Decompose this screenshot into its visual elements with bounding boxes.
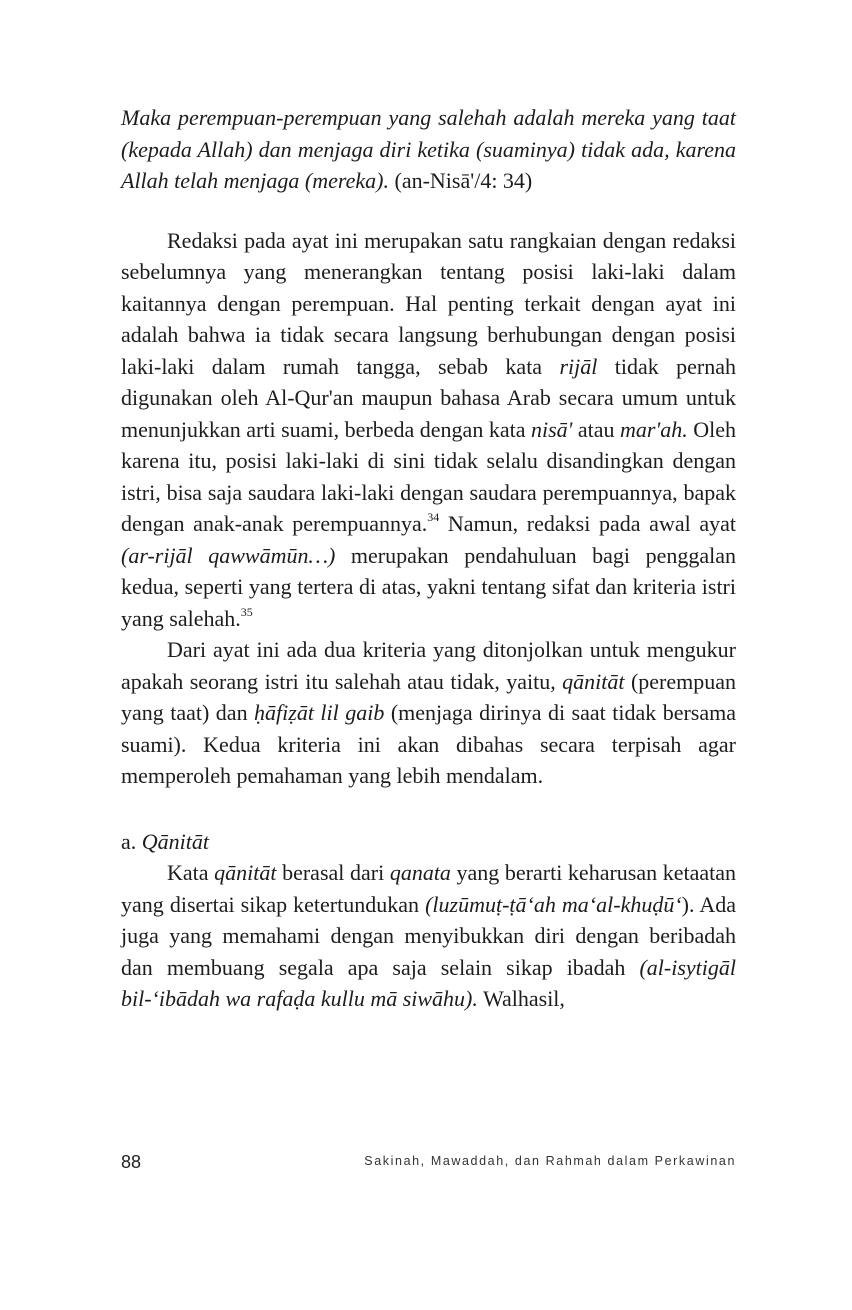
text-run: Redaksi pada ayat ini merupakan satu rangkaian dengan redaksi sebelumnya yang menerangkan tentang posisi laki-laki dalam kaitannya dengan perempuan. Hal penting terkait dengan ayat ini adalah bahwa ia tidak secara langsung berhubungan dengan posisi laki-laki dalam rumah tangga, sebab kata: [121, 227, 736, 379]
text-run: yang berarti keharusan ketaatan yang disertai sikap ketertundukan: [121, 860, 737, 917]
transliteration-term: mar'ah.: [620, 416, 688, 442]
text-run: (perempuan yang taat) dan: [121, 668, 737, 725]
page-content: [121, 102, 736, 1015]
text-run: (menjaga dirinya di saat tidak bersama suami). Kedua kriteria ini akan dibahas secara terpisah agar memperoleh pemahaman yang lebih mendalam.: [121, 700, 736, 788]
transliteration-term: qānitāt: [214, 860, 277, 885]
footnote-marker[interactable]: 35: [240, 604, 253, 619]
quote-translation-text: Maka perempuan-perempuan yang salehah adalah mereka yang taat (kepada Allah) dan menjaga diri ketika (suaminya) tidak ada, karena Allah telah menjaga (mereka).: [121, 105, 736, 193]
text-run: Walhasil,: [477, 986, 565, 1011]
footnote-marker[interactable]: 34: [427, 510, 440, 524]
text-run: Namun, redaksi pada awal ayat: [439, 511, 736, 536]
running-title: Sakinah, Mawaddah, dan Rahmah dalam Perkawinan: [364, 1154, 736, 1168]
text-run: atau: [572, 416, 621, 442]
body-paragraph-1: [121, 225, 736, 635]
page-number: 88: [121, 1152, 142, 1172]
section-heading-prefix: a.: [121, 828, 142, 854]
text-run: Oleh karena itu, posisi laki-laki di sini tidak selalu disandingkan dengan istri, bisa saja saudara laki-laki dengan saudara perempuannya, bapak dengan anak-anak perempuannya.: [121, 416, 736, 536]
transliteration-term: qanata: [389, 860, 451, 885]
text-run: Dari ayat ini ada dua kriteria yang ditonjolkan untuk mengukur apakah seorang istri itu salehah atau tidak, yaitu,: [121, 637, 736, 694]
quote-citation: (an-Nisā'/4: 34): [389, 168, 533, 193]
transliteration-term: rijāl: [559, 353, 598, 379]
transliteration-term: qānitāt: [562, 668, 625, 694]
text-run: ). Ada juga yang memahami dengan menyibukkan diri dengan beribadah dan membuang segala apa saja selain sikap ibadah: [121, 891, 736, 980]
transliteration-term: ḥāfiẓāt lil gaib: [254, 700, 385, 725]
text-run: Kata: [167, 860, 215, 885]
quran-translation-quote: [121, 102, 736, 197]
section-heading: [121, 826, 736, 858]
text-run: tidak pernah digunakan oleh Al-Qur'an maupun bahasa Arab secara umum untuk menunjukkan arti suami, berbeda dengan kata: [121, 353, 736, 442]
page-footer: [121, 1152, 736, 1176]
section-heading-title: Qānitāt: [141, 828, 209, 854]
text-run: merupakan pendahuluan bagi penggalan kedua, seperti yang tertera di atas, yakni tentang sifat dan kriteria istri yang salehah.: [121, 542, 737, 631]
text-run: berasal dari: [276, 860, 390, 885]
body-paragraph-3: [121, 857, 736, 1015]
transliteration-term: nisā': [530, 416, 573, 442]
transliteration-term: (ar-rijāl qawwāmūn…): [121, 542, 336, 568]
body-paragraph-2: [121, 634, 736, 792]
transliteration-term: (luzūmuṭ-ṭā‘ah ma‘al-khuḍū‘: [425, 891, 682, 917]
transliteration-term: (al-isytigāl bil-‘ibādah wa rafaḍa kullu mā siwāhu).: [121, 954, 736, 1011]
